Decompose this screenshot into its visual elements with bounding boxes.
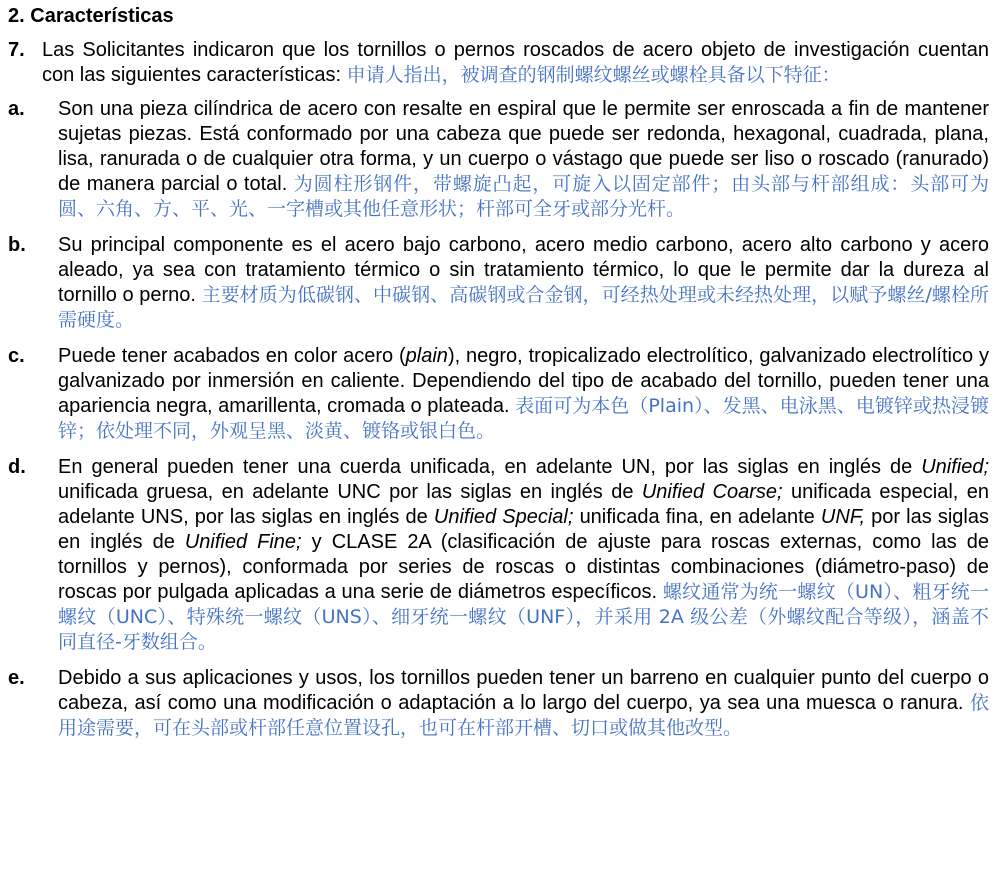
section-title: Características xyxy=(30,5,174,27)
list-item-text xyxy=(58,455,989,655)
document-page xyxy=(8,0,989,752)
paragraph-number: 7. xyxy=(8,39,25,61)
paragraph-text xyxy=(42,38,989,88)
list-marker: c. xyxy=(8,345,25,367)
list-marker: e. xyxy=(8,667,25,689)
chinese-translation: 表面可为本色（Plain）、发黑、电泳黑、电镀锌或热浸镀锌；依处理不同，外观呈黑、淡黄、镀铬或银白色。 xyxy=(58,395,990,442)
list-item-e xyxy=(8,666,989,741)
chinese-translation: 申请人指出，被调查的钢制螺纹螺丝或螺栓具备以下特征： xyxy=(346,64,841,86)
list-marker: d. xyxy=(8,456,26,478)
spanish-italic-term: plain xyxy=(405,345,448,367)
spanish-text: ), negro, tropicalizado electrolítico, galvanizado electrolítico y galvanizado por inmersión en caliente. Dependiendo del tipo de acabado del tornillo, pueden tener una apariencia negra, amarillenta, cromada o plateada. xyxy=(58,345,989,417)
spanish-italic-term: Unified; xyxy=(921,456,989,478)
spanish-text: Son una pieza cilíndrica de acero con resalte en espiral que le permite ser enroscada a fin de mantener sujetas piezas. Está conformado por una cabeza que puede ser redonda, hexagonal, cuadrada, plana, lisa, ranurada o de cualquier otra forma, y un cuerpo o vástago que puede ser liso o roscado (ranurado) de manera parcial o total. xyxy=(58,98,989,195)
chinese-translation: 螺纹通常为统一螺纹（UN）、粗牙统一螺纹（UNC）、特殊统一螺纹（UNS）、细牙统一螺纹（UNF），并采用 2A 级公差（外螺纹配合等级），涵盖不同直径-牙数组合。 xyxy=(58,581,990,653)
spanish-text: Debido a sus aplicaciones y usos, los tornillos pueden tener un barreno en cualquier punto del cuerpo o cabeza, así como una modificación o adaptación a lo largo del cuerpo, ya sea una muesca o ranura. xyxy=(58,667,989,714)
list-item-text xyxy=(58,233,989,333)
list-item-text xyxy=(58,666,989,741)
spanish-italic-term: Unified Coarse; xyxy=(641,481,783,503)
spanish-italic-term: UNF, xyxy=(820,506,866,528)
spanish-text: y CLASE 2A (clasificación de ajuste para roscas externas, como las de tornillos y pernos), conformada por series de roscas o distintas combinaciones (diámetro-paso) de roscas por pulgada aplicadas a una serie de diámetros específicos. xyxy=(58,531,989,603)
spanish-italic-term: Unified Special; xyxy=(433,506,574,528)
section-heading xyxy=(8,3,989,29)
list-item-b xyxy=(8,233,989,333)
spanish-text: unificada fina, en adelante xyxy=(573,506,821,528)
section-number: 2. xyxy=(8,5,25,27)
chinese-translation: 主要材质为低碳钢、中碳钢、高碳钢或合金钢，可经热处理或未经热处理，以赋予螺丝/螺栓所需硬度。 xyxy=(58,284,989,331)
spanish-text: por las siglas en inglés de xyxy=(58,506,990,553)
chinese-translation: 依用途需要，可在头部或杆部任意位置设孔，也可在杆部开槽、切口或做其他改型。 xyxy=(58,692,990,739)
list-item-text xyxy=(58,344,989,444)
spanish-text: Las Solicitantes indicaron que los tornillos o pernos roscados de acero objeto de investigación cuentan con las siguientes características: xyxy=(42,39,989,86)
spanish-text: Su principal componente es el acero bajo carbono, acero medio carbono, acero alto carbono y acero aleado, ya sea con tratamiento térmico o sin tratamiento térmico, lo que le permite dar la dureza al tornillo o perno. xyxy=(58,234,989,306)
spanish-text: En general pueden tener una cuerda unificada, en adelante UN, por las siglas en inglés de xyxy=(58,456,922,478)
spanish-text: Puede tener acabados en color acero ( xyxy=(58,345,406,367)
list-item-d xyxy=(8,455,989,655)
spanish-text: unificada especial, en adelante UNS, por las siglas en inglés de xyxy=(58,481,989,528)
spanish-italic-term: Unified Fine; xyxy=(184,531,302,553)
list-marker: b. xyxy=(8,234,26,256)
spanish-text: unificada gruesa, en adelante UNC por las siglas en inglés de xyxy=(58,481,642,503)
list-item-c xyxy=(8,344,989,444)
list-marker: a. xyxy=(8,98,25,120)
list-item-a xyxy=(8,97,989,222)
chinese-translation: 为圆柱形钢件，带螺旋凸起，可旋入以固定部件；由头部与杆部组成：头部可为圆、六角、方、平、光、一字槽或其他任意形状；杆部可全牙或部分光杆。 xyxy=(58,173,989,220)
list-item-text xyxy=(58,97,989,222)
paragraph-7 xyxy=(8,38,989,88)
